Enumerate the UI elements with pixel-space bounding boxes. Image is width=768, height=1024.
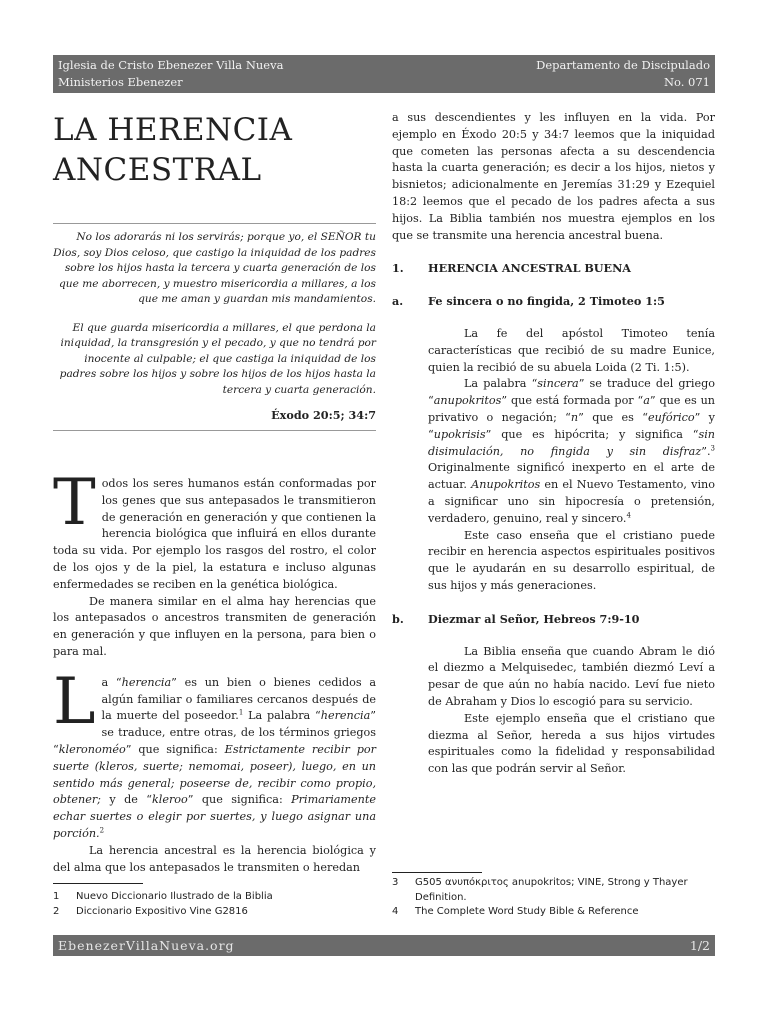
drop-cap-t: T bbox=[53, 466, 96, 540]
quote-paragraph-1: No los adorarás ni los servirás; porque yo, el SEÑOR tu Dios, soy Dios celoso, que castigo la iniquidad de los padres sobre los hijos hasta la tercera y cuarta generación de los que me aborrecen, y muestro misericordia a millares, a los que me aman y guardan mis mandamientos. bbox=[53, 231, 376, 305]
intro-paragraph: Todos los seres humanos están conformadas por los genes que sus antepasados le transmitieron de generación en generación y que contienen la herencia biológica que influirá en ellos durante toda su vida. Por ejemplo los rasgos del rostro, el color de los ojos y de la piel, la estatura e incluso algunas enfermedades se reciben en la genética biológica. bbox=[53, 466, 376, 591]
subheading-b: b. Diezmar al Señor, Hebreos 7:9-10 bbox=[392, 611, 640, 626]
page-header bbox=[53, 55, 715, 93]
paragraph-2: De manera similar en el alma hay herencias que los antepasados o ancestros transmiten de generación en generación y que influyen en la persona, para bien o para mal. bbox=[53, 594, 376, 658]
website-link[interactable]: EbenezerVillaNueva.org bbox=[58, 938, 235, 953]
footnotes-left bbox=[53, 890, 376, 919]
church-name: Iglesia de Cristo Ebenezer Villa Nueva bbox=[58, 58, 284, 72]
paragraph-b2: Este ejemplo enseña que el cristiano que diezma al Señor, hereda a sus hijos virtudes espirituales como la fidelidad y responsabilidad con las que podrán servir al Señor. bbox=[428, 711, 715, 776]
quote-reference: Éxodo 20:5; 34:7 bbox=[271, 408, 376, 422]
footnote-rule-left bbox=[53, 883, 143, 884]
paragraph-b1: La Biblia enseña que cuando Abram le dió el diezmo a Melquisedec, también diezmó Leví a pesar de que aún no había nacido. Leví fue nieto de Abraham y Dios lo escogió para su servicio. bbox=[428, 644, 715, 708]
footnote-4: 4 The Complete Word Study Bible & Reference bbox=[392, 906, 639, 917]
page-title bbox=[53, 110, 383, 190]
footnote-ref-3: 3 bbox=[710, 443, 715, 452]
page-footer bbox=[53, 935, 715, 956]
document-number: No. 071 bbox=[663, 75, 710, 89]
quote-paragraph-2: El que guarda misericordia a millares, el que perdona la iniquidad, la transgresión y el pecado, y que no tendrá por inocente al culpable; el que castiga la iniquidad de los padres sobre los hijos y sobre los hijos de los hijos hasta la tercera y cuarta generación. bbox=[59, 321, 376, 396]
footnote-rule-right bbox=[392, 872, 482, 873]
paragraph-a1: La fe del apóstol Timoteo tenía características que recibió de su madre Eunice, quien la recibió de su abuela Loida (2 Ti. 1:5). bbox=[428, 326, 715, 374]
drop-cap-l: L bbox=[53, 664, 96, 739]
title-line-1: LA HERENCIA bbox=[53, 112, 293, 148]
ministry-name: Ministerios Ebenezer bbox=[58, 75, 183, 89]
page-number: 1/2 bbox=[689, 938, 710, 953]
section-heading-1: 1. HERENCIA ANCESTRAL BUENA bbox=[392, 261, 631, 276]
subheading-a: a. Fe sincera o no fingida, 2 Timoteo 1:5 bbox=[392, 294, 665, 309]
footnotes-right bbox=[392, 876, 715, 920]
epigraph-quote bbox=[53, 223, 376, 431]
continuation-paragraph: a sus descendientes y les influyen en la vida. Por ejemplo en Éxodo 20:5 y 34:7 leemos que la iniquidad que cometen las personas afecta a su descendencia hasta la cuarta generación; es decir a los hijos, nietos y bisnietos; adicionalmente en Jeremías 31:29 y Ezequiel 18:2 leemos que el pecado de los padres afecta a sus hijos. La Biblia también nos muestra ejemplos en los que se transmite una herencia ancestral buena. bbox=[392, 111, 715, 242]
footnote-ref-2: 2 bbox=[99, 826, 105, 835]
left-column bbox=[53, 466, 376, 876]
paragraph-a3: Este caso enseña que el cristiano puede recibir en herencia aspectos espirituales positivos que le ayudarán en su desarrollo espiritual, de sus hijos y más generaciones. bbox=[428, 528, 715, 592]
right-column bbox=[392, 110, 715, 778]
footnote-3: 3 G505 ανυπόκριτος anupokritos; VINE, Strong y Thayer Definition. bbox=[392, 877, 688, 903]
paragraph-a2: La palabra “sincera” se traduce del griego “anupokritos” que está formada por “a” que es un privativo o negación; “n” que es “eufórico” y “upokrisis” que es hipócrita; y significa “sin disimulación, no fingida y sin disfraz”.$^3$ Originalmente significó inexperto en el arte de actuar. Anupokritos en el Nuevo Testamento, vino a significar uno sin hipocresía o pretensión, verdadero, genuino, real y sincero.$^4$ bbox=[428, 377, 715, 525]
title-line-2: ANCESTRAL bbox=[53, 152, 262, 188]
footnote-ref-4: 4 bbox=[626, 511, 631, 519]
paragraph-herencia: La “herencia” es un bien o bienes cedidos a algún familiar o familiares cercanos después de la muerte del poseedor.$^1$ La palabra “herencia” se traduce, entre otras, de los términos griegos “kleronoméo” que significa: Estrictamente recibir por suerte (kleros, suerte; nemomai, poseer), luego, en un sentido más general; poseerse de, recibir como propio, obtener; y de “kleroo” que significa: Primariamente echar suertes o elegir por suertes, y luego asignar una porción.$^2$ bbox=[53, 664, 376, 840]
footnote-1: 1 Nuevo Diccionario Ilustrado de la Biblia bbox=[53, 891, 273, 902]
paragraph-4: La herencia ancestral es la herencia biológica y del alma que los antepasados le transmiten o heredan bbox=[53, 843, 376, 874]
footnote-ref-1: 1 bbox=[238, 708, 244, 717]
department-name: Departamento de Discipulado bbox=[536, 58, 710, 72]
footnote-2: 2 Diccionario Expositivo Vine G2816 bbox=[53, 905, 248, 917]
